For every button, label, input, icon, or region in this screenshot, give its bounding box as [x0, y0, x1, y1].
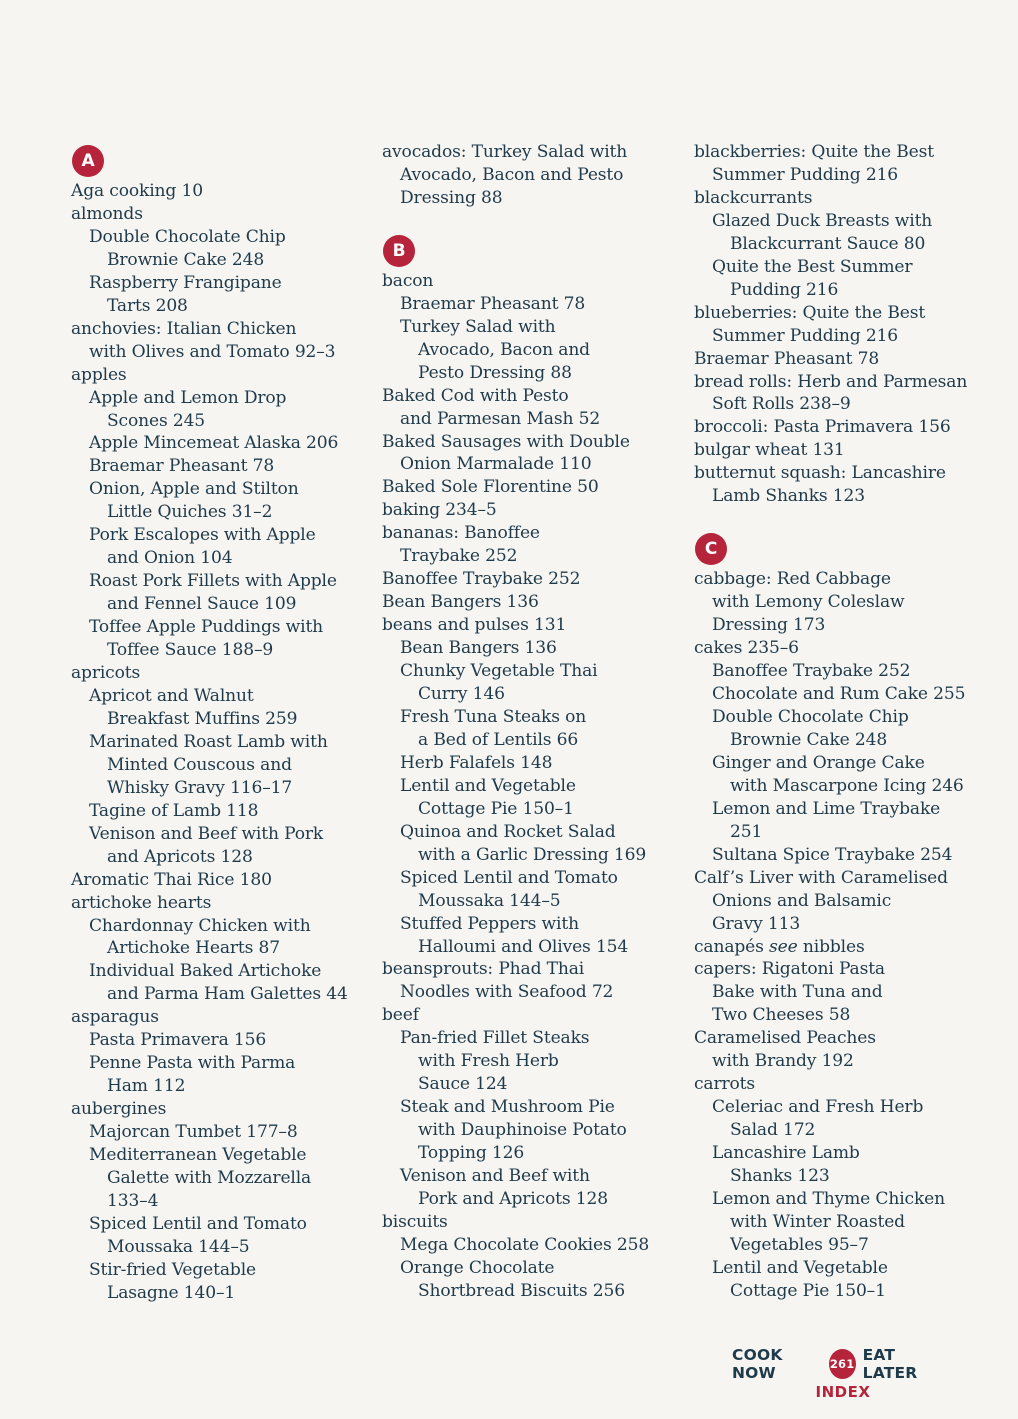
index-entry: Aromatic Thai Rice 180 [71, 869, 272, 890]
index-entry: Shortbread Biscuits 256 [418, 1280, 625, 1301]
index-entry: cakes 235–6 [694, 638, 799, 659]
index-entry: Pork Escalopes with Apple [89, 525, 316, 546]
index-entry: Traybake 252 [400, 546, 518, 567]
index-entry: apricots [71, 663, 141, 684]
index-entry: beansprouts: Phad Thai [382, 959, 585, 980]
index-entry: Lemon and Thyme Chicken [712, 1188, 945, 1209]
footer-cook-now: COOK NOW [732, 1346, 783, 1382]
index-entry: and Parma Ham Galettes 44 [107, 984, 348, 1005]
index-entry: Banoffee Traybake 252 [712, 661, 911, 682]
index-entry: Gravy 113 [712, 913, 801, 934]
index-entry: Lentil and Vegetable [400, 775, 576, 796]
index-entry: Dressing 88 [400, 187, 503, 208]
index-entry: with Winter Roasted [730, 1211, 905, 1232]
index-entry: Bake with Tuna and [712, 982, 883, 1003]
index-entry: Aga cooking 10 [71, 181, 203, 201]
index-entry: Braemar Pheasant 78 [89, 456, 275, 477]
index-entry: and Onion 104 [107, 548, 233, 569]
index-entry: Pan-fried Fillet Steaks [400, 1028, 590, 1049]
index-entry: and Apricots 128 [107, 846, 253, 867]
index-entry: Minted Couscous and [107, 754, 292, 775]
index-entry: aubergines [71, 1099, 167, 1120]
page-footer [732, 1346, 946, 1401]
index-entry: artichoke hearts [71, 892, 212, 913]
index-entry: Brownie Cake 248 [730, 729, 888, 750]
index-entry: baking 234–5 [382, 500, 497, 521]
index-entry: Sauce 124 [418, 1074, 508, 1095]
index-entry: with Brandy 192 [712, 1051, 854, 1072]
index-entry: with Dauphinoise Potato [418, 1120, 627, 1141]
index-entry: blueberries: Quite the Best [694, 302, 926, 323]
index-entry: Bean Bangers 136 [400, 638, 557, 659]
index-entry: Moussaka 144–5 [107, 1236, 250, 1257]
index-entry: Salad 172 [730, 1120, 816, 1141]
index-entry: Double Chocolate Chip [712, 706, 909, 727]
index-entry: bananas: Banoffee [382, 523, 540, 544]
index-entry: Marinated Roast Lamb with [89, 731, 328, 752]
index-entry: Soft Rolls 238–9 [712, 394, 851, 415]
index-entry: blackberries: Quite the Best [694, 142, 934, 162]
index-entry: Spiced Lentil and Tomato [89, 1213, 307, 1234]
index-entry: and Fennel Sauce 109 [107, 594, 297, 615]
index-entry: capers: Rigatoni Pasta [694, 959, 885, 980]
index-entry: almonds [71, 203, 143, 224]
index-entry: Artichoke Hearts 87 [107, 938, 280, 959]
index-entry: Pork and Apricots 128 [418, 1188, 608, 1209]
index-entry: Stuffed Peppers with [400, 913, 579, 934]
see-target: nibbles [802, 936, 865, 957]
index-entry: Banoffee Traybake 252 [382, 569, 581, 590]
index-entry: anchovies: Italian Chicken [71, 318, 297, 339]
index-entry: apples [71, 364, 127, 385]
footer-title [732, 1346, 946, 1382]
index-entry: beans and pulses 131 [382, 615, 567, 636]
index-entry: asparagus [71, 1007, 159, 1028]
index-entry: Caramelised Peaches [694, 1028, 876, 1049]
index-entry: Individual Baked Artichoke [89, 961, 322, 982]
index-entry: Topping 126 [418, 1143, 525, 1164]
index-entry: Baked Sausages with Double [382, 431, 630, 452]
index-entry: Blackcurrant Sauce 80 [730, 233, 926, 254]
index-entry: Shanks 123 [730, 1166, 830, 1187]
index-entry: Breakfast Muffins 259 [107, 708, 298, 729]
index-entry: Stir-fried Vegetable [89, 1259, 256, 1280]
index-entry: 133–4 [107, 1190, 159, 1211]
index-entry: Lancashire Lamb [712, 1143, 860, 1164]
index-entry: Little Quiches 31–2 [107, 502, 273, 523]
index-entry: Apple and Lemon Drop [89, 387, 287, 408]
index-entry: Scones 245 [107, 410, 206, 431]
index-entry: Roast Pork Fillets with Apple [89, 571, 337, 592]
index-entry [694, 936, 994, 959]
index-entry: Bean Bangers 136 [382, 592, 539, 613]
index-entry: Onions and Balsamic [712, 890, 892, 911]
index-entry: Turkey Salad with [400, 316, 556, 337]
index-entry: Penne Pasta with Parma [89, 1053, 296, 1074]
page-number-badge: 261 [829, 1349, 856, 1379]
index-entry: avocados: Turkey Salad with [382, 142, 628, 162]
index-entry: Quite the Best Summer [712, 256, 913, 277]
index-entry: Chocolate and Rum Cake 255 [712, 684, 966, 705]
index-entry: Dressing 173 [712, 615, 826, 636]
index-entry: a Bed of Lentils 66 [418, 729, 579, 750]
index-entry: Cottage Pie 150–1 [418, 798, 574, 819]
index-entry: and Parmesan Mash 52 [400, 408, 601, 429]
index-entry: Quinoa and Rocket Salad [400, 821, 616, 842]
index-entry: Avocado, Bacon and Pesto [400, 164, 624, 185]
index-entry: Sultana Spice Traybake 254 [712, 844, 953, 865]
index-entry: Lasagne 140–1 [107, 1282, 236, 1303]
index-entry: Toffee Sauce 188–9 [107, 640, 274, 661]
index-entry: Spiced Lentil and Tomato [400, 867, 618, 888]
index-entry: Lentil and Vegetable [712, 1257, 888, 1278]
index-entry: Ham 112 [107, 1076, 186, 1097]
index-entry: Onion Marmalade 110 [400, 454, 592, 475]
index-entry: Lemon and Lime Traybake [712, 798, 941, 819]
letter-badge: C [695, 533, 727, 565]
index-column-1 [71, 141, 361, 1305]
index-entry: bread rolls: Herb and Parmesan [694, 371, 968, 392]
index-entry: Noodles with Seafood 72 [400, 982, 614, 1003]
index-entry: Galette with Mozzarella [107, 1167, 312, 1188]
index-entry: Majorcan Tumbet 177–8 [89, 1122, 298, 1143]
index-column-2 [382, 141, 672, 1303]
index-entry: Two Cheeses 58 [712, 1005, 851, 1026]
index-entry: butternut squash: Lancashire [694, 463, 946, 484]
index-entry: carrots [694, 1074, 755, 1095]
index-entry: beef [382, 1005, 419, 1026]
index-entry: Steak and Mushroom Pie [400, 1097, 615, 1118]
index-entry: Onion, Apple and Stilton [89, 479, 299, 500]
index-entry: with Mascarpone Icing 246 [730, 775, 964, 796]
index-entry: bulgar wheat 131 [694, 440, 845, 461]
index-entry: with Olives and Tomato 92–3 [89, 341, 336, 362]
index-entry: Lamb Shanks 123 [712, 486, 865, 507]
index-entry: Baked Cod with Pesto [382, 385, 569, 406]
index-entry: Baked Sole Florentine 50 [382, 477, 599, 498]
index-entry: Mega Chocolate Cookies 258 [400, 1234, 650, 1255]
index-entry: Fresh Tuna Steaks on [400, 706, 587, 727]
index-entry: Curry 146 [418, 684, 505, 705]
index-column-3 [694, 141, 994, 1303]
index-entry: Celeriac and Fresh Herb [712, 1097, 924, 1118]
section-label: INDEX [815, 1383, 871, 1401]
index-entry: Braemar Pheasant 78 [694, 348, 880, 369]
index-entry: Raspberry Frangipane [89, 272, 282, 293]
index-entry: Calf’s Liver with Caramelised [694, 867, 948, 888]
index-entry: Venison and Beef with Pork [89, 823, 324, 844]
index-entry: Orange Chocolate [400, 1257, 555, 1278]
index-entry: Pesto Dressing 88 [418, 362, 572, 383]
index-entry: Tagine of Lamb 118 [89, 800, 259, 821]
index-entry: 251 [730, 821, 763, 842]
index-entry: cabbage: Red Cabbage [694, 569, 891, 590]
index-entry: Avocado, Bacon and [418, 339, 590, 360]
index-entry: Tarts 208 [107, 295, 188, 316]
index-entry: Herb Falafels 148 [400, 752, 553, 773]
index-entry: Venison and Beef with [400, 1166, 590, 1187]
index-entry: Moussaka 144–5 [418, 890, 561, 911]
index-entry: Pudding 216 [730, 279, 839, 300]
index-entry: Toffee Apple Puddings with [89, 617, 324, 638]
index-entry: Ginger and Orange Cake [712, 752, 925, 773]
index-entry: Mediterranean Vegetable [89, 1145, 307, 1166]
index-entry: Cottage Pie 150–1 [730, 1280, 886, 1301]
index-entry: Pasta Primavera 156 [89, 1030, 267, 1051]
index-entry: Apricot and Walnut [89, 685, 254, 706]
index-entry: with a Garlic Dressing 169 [418, 844, 647, 865]
index-entry: Whisky Gravy 116–17 [107, 777, 293, 798]
index-entry: bacon [382, 270, 434, 291]
index-entry: Braemar Pheasant 78 [400, 293, 586, 314]
index-entry: Vegetables 95–7 [730, 1234, 869, 1255]
letter-badge: A [72, 145, 104, 177]
index-entry: Chardonnay Chicken with [89, 915, 311, 936]
index-entry: Double Chocolate Chip [89, 226, 286, 247]
index-entry: broccoli: Pasta Primavera 156 [694, 417, 951, 438]
see-reference: see [769, 936, 798, 957]
index-entry: with Fresh Herb [418, 1051, 559, 1072]
index-entry: Summer Pudding 216 [712, 164, 899, 185]
entry-term: canapés [694, 936, 764, 957]
index-entry: Apple Mincemeat Alaska 206 [89, 433, 339, 454]
index-entry: Summer Pudding 216 [712, 325, 899, 346]
index-entry: Halloumi and Olives 154 [418, 936, 629, 957]
index-entry: Brownie Cake 248 [107, 249, 265, 270]
index-entry: Glazed Duck Breasts with [712, 210, 933, 231]
index-entry: Chunky Vegetable Thai [400, 661, 598, 682]
index-entry: biscuits [382, 1211, 448, 1232]
letter-badge: B [383, 235, 415, 267]
index-entry: blackcurrants [694, 187, 813, 208]
index-entry: with Lemony Coleslaw [712, 592, 905, 613]
footer-eat-later: EAT LATER [862, 1346, 918, 1382]
